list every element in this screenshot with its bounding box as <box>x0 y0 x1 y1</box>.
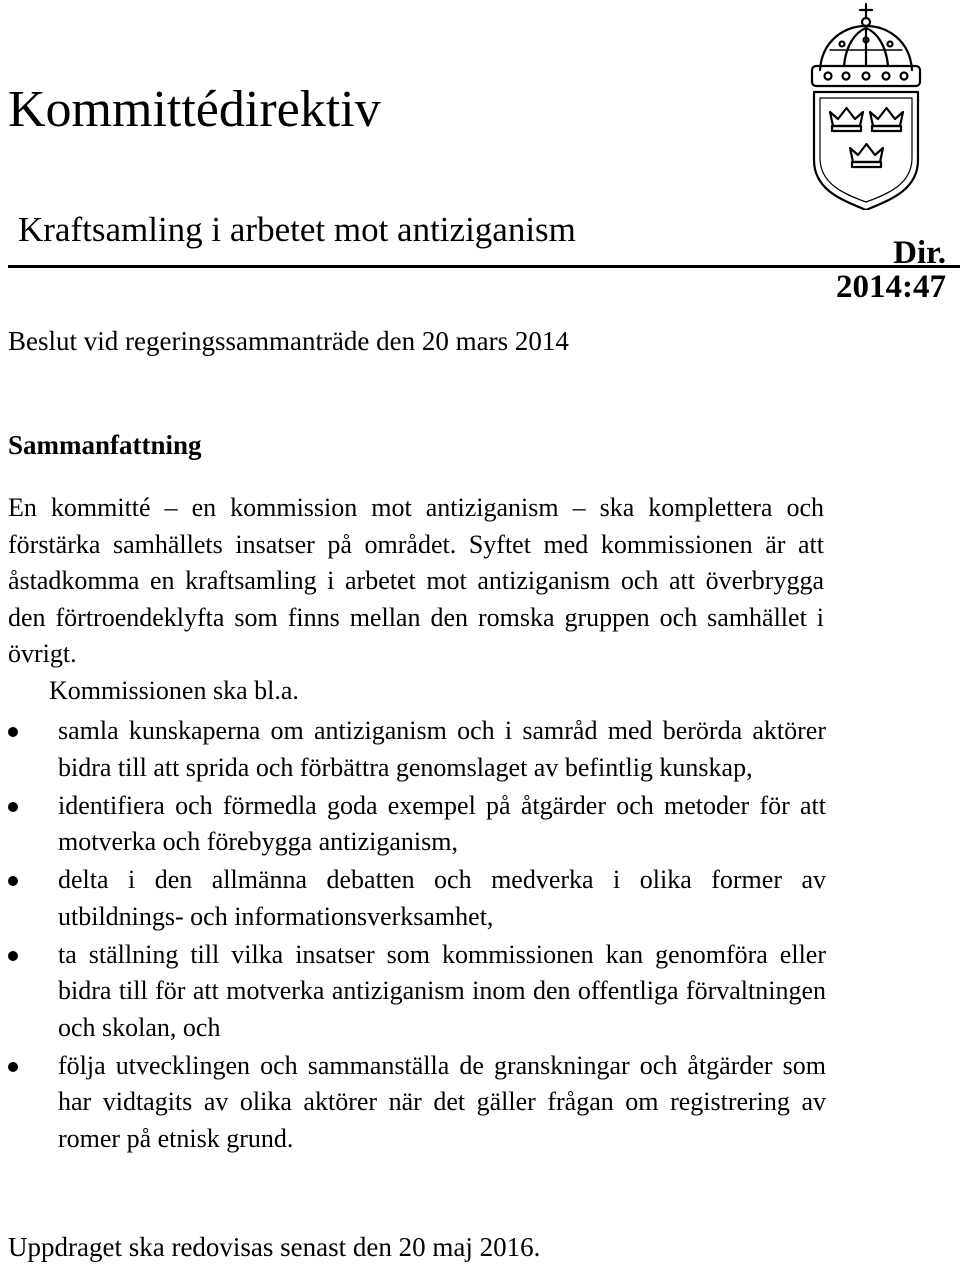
list-item <box>0 788 826 861</box>
list-item <box>0 937 826 1047</box>
decision-line: Beslut vid regeringssammanträde den 20 mars 2014 <box>8 326 569 356</box>
bullet-icon <box>8 951 18 961</box>
list-item-text: ta ställning till vilka insatser som kommissionen kan genomföra eller bidra till för att motverka antiziganism inom den offentliga förvaltningen och skolan, och <box>58 939 826 1042</box>
coat-of-arms-three-crowns-icon <box>800 0 952 210</box>
list-item <box>0 862 826 935</box>
bullet-icon <box>8 727 18 737</box>
bullet-icon <box>8 876 18 886</box>
bullet-icon <box>8 802 18 812</box>
list-item-text: delta i den allmänna debatten och medverka i olika former av utbildnings- och informationsverksamhet, <box>58 865 826 931</box>
document-subtitle: Kraftsamling i arbetet mot antiziganism <box>18 210 576 249</box>
list-item-text: identifiera och förmedla goda exempel på åtgärder och metoder för att motverka och förebygga antiziganism, <box>58 790 826 856</box>
title-rule <box>8 265 960 268</box>
section-heading: Sammanfattning <box>8 430 202 460</box>
summary-paragraph: En kommitté – en kommission mot antiziganism – ska komplettera och förstärka samhällets insatser på området. Syftet med kommissionen är att åstadkomma en kraftsamling i arbetet mot antiziganism och att överbrygga den förtroendeklyfta som finns mellan den romska gruppen och samhället i övrigt. <box>8 493 824 668</box>
list-item <box>0 713 826 786</box>
list-item <box>0 1048 826 1158</box>
directive-code: 2014:47 <box>836 269 946 305</box>
task-list <box>0 713 826 1157</box>
deadline-text: Uppdraget ska redovisas senast den 20 maj 2016. <box>8 1232 541 1262</box>
directive-number <box>836 236 946 304</box>
bullet-icon <box>8 1062 18 1072</box>
list-lead: Kommissionen ska bl.a. <box>49 676 299 705</box>
list-item-text: följa utvecklingen och sammanställa de granskningar och åtgärder som har vidtagits av olika aktörer när det gäller frågan om registrering av romer på etnisk grund. <box>58 1050 826 1153</box>
list-item-text: samla kunskaperna om antiziganism och i samråd med berörda aktörer bidra till att sprida och förbättra genomslaget av befintlig kunskap, <box>58 716 826 782</box>
directive-label: Dir. <box>893 235 946 271</box>
document-title: Kommittédirektiv <box>8 81 381 138</box>
